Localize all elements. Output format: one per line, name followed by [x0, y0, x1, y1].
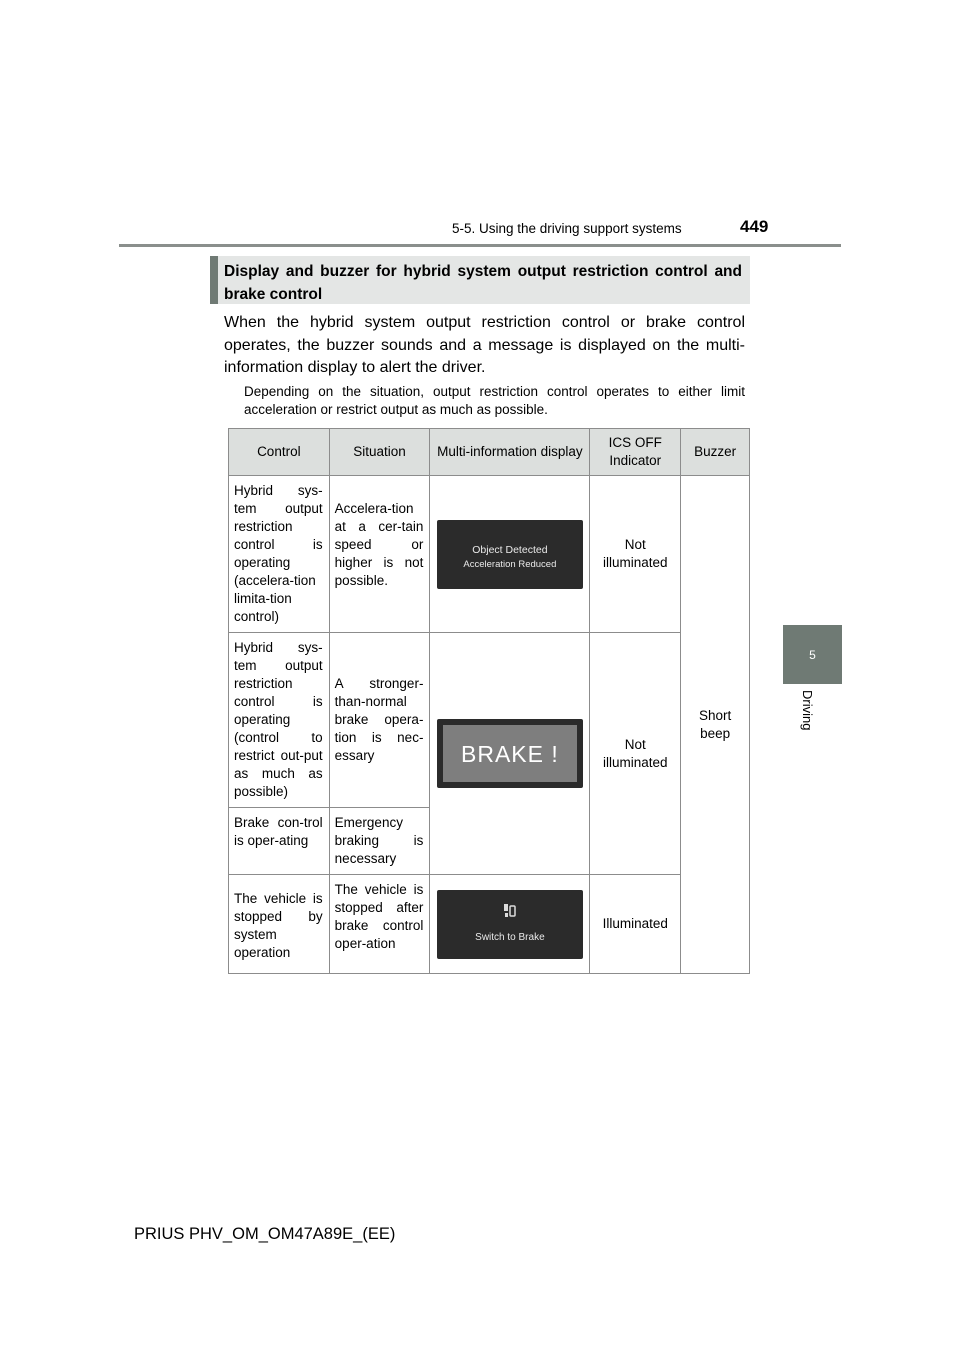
section-title: Display and buzzer for hybrid system output restriction control and brake control: [224, 263, 742, 303]
row2-indicator: Not illuminated: [590, 633, 681, 875]
row2-situation: [329, 633, 430, 808]
row3-situation: Emergency braking is necessary: [329, 808, 430, 875]
row4-situation: The vehicle is stopped after brake control oper-ation: [329, 875, 430, 974]
table-header-row: [229, 429, 750, 476]
side-tab-label: Driving: [800, 690, 815, 731]
row1-indicator: Not illuminated: [590, 476, 681, 633]
row1-situation-text: Accelera-tion at a cer-tain speed or higher is not possible.: [334, 501, 424, 588]
screen-line-2: Acceleration Reduced: [463, 558, 557, 570]
header-indicator: ICS OFF Indicator: [590, 429, 681, 476]
warning-table: [228, 428, 750, 974]
page-number: 449: [740, 217, 769, 236]
row4-display: [430, 875, 590, 974]
header-buzzer: Buzzer: [681, 429, 750, 476]
brake-screen: [437, 719, 583, 788]
section-heading-box: [210, 256, 750, 304]
buzzer-cell: Short beep: [681, 476, 750, 974]
note-paragraph: Depending on the situation, output restriction control operates to either limit acceleration or restrict output as much as possible.: [244, 384, 745, 417]
header-rule: [119, 244, 841, 247]
row4-control: [229, 875, 330, 974]
row2-situation-text: A stronger-than-normal brake opera-tion is nec-essary: [334, 676, 424, 763]
row4-indicator: Illuminated: [590, 875, 681, 974]
section-heading-bar: [210, 256, 218, 304]
row1-situation: [329, 476, 430, 633]
brake-text: BRAKE !: [443, 725, 577, 782]
brake-pedal-icon: [501, 902, 519, 920]
switch-text: Switch to Brake: [475, 931, 545, 943]
row1-display: [430, 476, 590, 633]
row3-control: Brake con-trol is oper-ating: [229, 808, 330, 875]
side-tab-number: 5: [783, 625, 842, 684]
object-detected-screen: [437, 520, 583, 589]
header-control: Control: [229, 429, 330, 476]
table-row: [229, 875, 750, 974]
row2-control: Hybrid sys-tem output restriction control is operating (control to restrict out-put as much as possible): [229, 633, 330, 808]
table-row: [229, 476, 750, 633]
switch-to-brake-screen: [437, 890, 583, 959]
header-section: 5-5. Using the driving support systems: [452, 221, 682, 236]
intro-paragraph: When the hybrid system output restriction control or brake control operates, the buzzer sounds and a message is displayed on the multi-information display to alert the driver.: [224, 314, 745, 376]
header-situation: Situation: [329, 429, 430, 476]
screen-line-1: Object Detected: [472, 543, 548, 556]
footer-model-code: PRIUS PHV_OM_OM47A89E_(EE): [134, 1225, 396, 1243]
header-display: Multi-information display: [430, 429, 590, 476]
table-row: [229, 633, 750, 808]
row2-display: [430, 633, 590, 875]
row4-control-text: The vehicle is stopped by system operation: [234, 891, 323, 960]
row1-control: Hybrid sys-tem output restriction control is operating (accelera-tion limita-tion control): [229, 476, 330, 633]
